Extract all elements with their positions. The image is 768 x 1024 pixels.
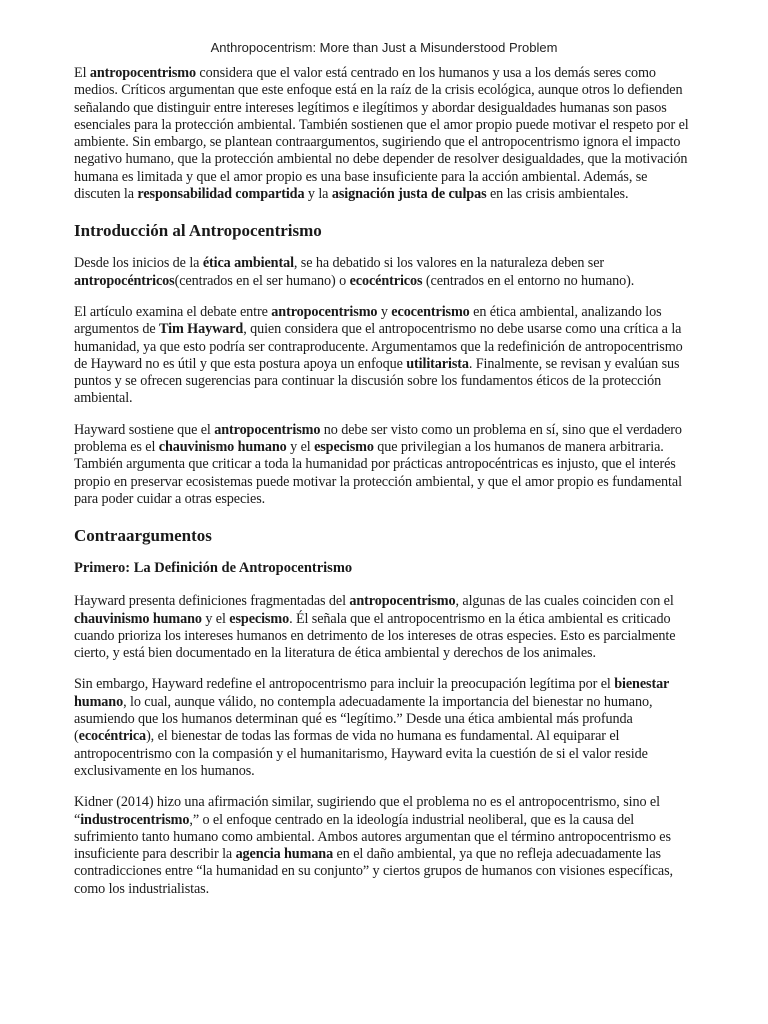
text-run: que privilegian a los humanos de manera arbitraria. También argumenta que criticar a toda la humanidad por prácticas antropocéntricas es injusto, que el interés propio en preservar ecosistemas puede motivar la protección ambiental, y que el amor propio es fundamental para poder cuidar a otras especies. <box>74 439 682 507</box>
text-run: en el daño ambiental, ya que no refleja adecuadamente las contradicciones entre “la humanidad en su conjunto” y ciertos grupos de humanos con visiones específicas, como los industrialistas. <box>74 846 673 897</box>
bold-term: asignación justa de culpas <box>331 186 487 203</box>
bold-term: utilitarista <box>406 355 469 372</box>
text-run: y el <box>286 439 315 456</box>
subsection-heading: Primero: La Definición de Antropocentrismo <box>74 560 353 577</box>
bold-term: bienestar humano <box>74 676 669 710</box>
text-run: y la <box>304 186 332 203</box>
text-run: . Finalmente, se revisan y evalúan sus puntos y se ofrecen sugerencias para continuar la discusión sobre los fundamentos éticos de la protección ambiental. <box>74 355 680 407</box>
bold-term: antropocentrismo <box>214 421 321 438</box>
bold-term: agencia humana <box>235 846 334 863</box>
bold-term: antropocéntricos <box>74 272 175 289</box>
text-run: (centrados en el entorno no humano). <box>422 272 635 289</box>
text-run: Kidner (2014) hizo una afirmación similar, sugiriendo que el problema no es el antropocentrismo, sino el “ <box>74 794 660 828</box>
bold-term: antropocentrismo <box>89 65 196 81</box>
bold-term: especismo <box>314 439 374 456</box>
bold-term: chauvinismo humano <box>158 439 287 456</box>
body-paragraph <box>74 304 694 408</box>
bold-term: ecocentrismo <box>391 303 470 320</box>
text-run: El <box>74 65 90 81</box>
text-run: Sin embargo, Hayward redefine el antropocentrismo para incluir la preocupación legítima por el <box>74 676 615 693</box>
text-run: no debe ser visto como un problema en sí, sino que el verdadero problema es el <box>74 421 682 456</box>
bold-term: antropocentrismo <box>349 593 456 610</box>
text-run: , lo cual, aunque válido, no contempla adecuadamente la importancia del bienestar no humano, asumiendo que los humanos determinan qué es “legítimo.” Desde una ética ambiental más profunda ( <box>74 693 653 745</box>
text-run: en las crisis ambientales. <box>486 186 629 203</box>
text-run: en ética ambiental, analizando los argumentos de <box>74 303 662 338</box>
text-run: , se ha debatido si los valores en la naturaleza deben ser <box>293 255 605 272</box>
text-run: Hayward presenta definiciones fragmentadas del <box>74 593 350 610</box>
intro-paragraph <box>74 65 694 203</box>
body-paragraph <box>74 255 694 290</box>
text-run: , quien considera que el antropocentrismo no debe usarse como una crítica a la humanidad, ya que esto podría ser contraproducente. Argumentamos que la redefinición de antropocentrismo de Hayward no es útil y que esta postura apoya un enfoque <box>74 321 683 372</box>
text-run: ,” o el enfoque centrado en la ideología industrial neoliberal, que es la causa del sufrimiento tanto humano como ambiental. Ambos autores argumentan que el término antropocentrismo es insuficiente para describir la <box>74 811 671 863</box>
text-run: y el <box>201 610 230 627</box>
text-run: considera que el valor está centrado en los humanos y usa a los demás seres como medios. Críticos argumentan que este enfoque está en la raíz de la crisis ecológica, aunque otros lo defienden señalando que distinguir entre intereses legítimos e ilegítimos y abordar desigualdades humanas son pasos esenciales para la protección ambiental. También sostienen que el amor propio puede motivar el respeto por el ambiente. Sin embargo, se plantean contraargumentos, sugiriendo que el antropocentrismo ignora el impacto negativo humano, que la protección ambiental no debe depender de resolver desigualdades, que la motivación humana es limitada y que el amor propio es una base insuficiente para la acción ambiental. Además, se discuten la <box>74 65 689 203</box>
text-run: Hayward sostiene que el <box>74 421 215 438</box>
text-run: . Él señala que el antropocentrismo en la ética ambiental es criticado cuando prioriza los intereses humanos en detrimento de los intereses de otras especies. Esto es parcialmente cierto, y está bien documentado en la literatura de ética ambiental y derechos de los animales. <box>74 610 676 662</box>
bold-term: industrocentrismo <box>80 811 190 828</box>
bold-term: ecocéntricos <box>349 272 423 289</box>
body-paragraph <box>74 676 694 780</box>
section-heading-counterarguments: Contraargumentos <box>74 526 212 546</box>
text-run: Desde los inicios de la <box>74 255 203 272</box>
body-paragraph <box>74 794 694 898</box>
text-run: El artículo examina el debate entre <box>74 303 272 320</box>
bold-term: responsabilidad compartida <box>137 186 305 203</box>
section-heading-introduction: Introducción al Antropocentrismo <box>74 221 322 241</box>
bold-term: ética ambiental <box>202 255 294 272</box>
body-paragraph <box>74 422 694 508</box>
text-run: (centrados en el ser humano) o <box>174 272 350 289</box>
body-paragraph <box>74 593 694 662</box>
text-run: ), el bienestar de todas las formas de vida no humana es fundamental. Al equiparar el antropocentrismo con la compasión y el humanitarismo, Hayward evita la cuestión de si el valor reside exclusivamente en los humanos. <box>74 728 648 779</box>
bold-term: Tim Hayward <box>159 321 244 338</box>
bold-term: antropocentrismo <box>271 303 378 320</box>
bold-term: chauvinismo humano <box>74 610 202 627</box>
text-run: , algunas de las cuales coinciden con el <box>455 593 674 610</box>
bold-term: especismo <box>229 610 290 627</box>
running-header: Anthropocentrism: More than Just a Misunderstood Problem <box>210 40 558 55</box>
text-run: y <box>377 303 392 320</box>
bold-term: ecocéntrica <box>78 728 147 745</box>
